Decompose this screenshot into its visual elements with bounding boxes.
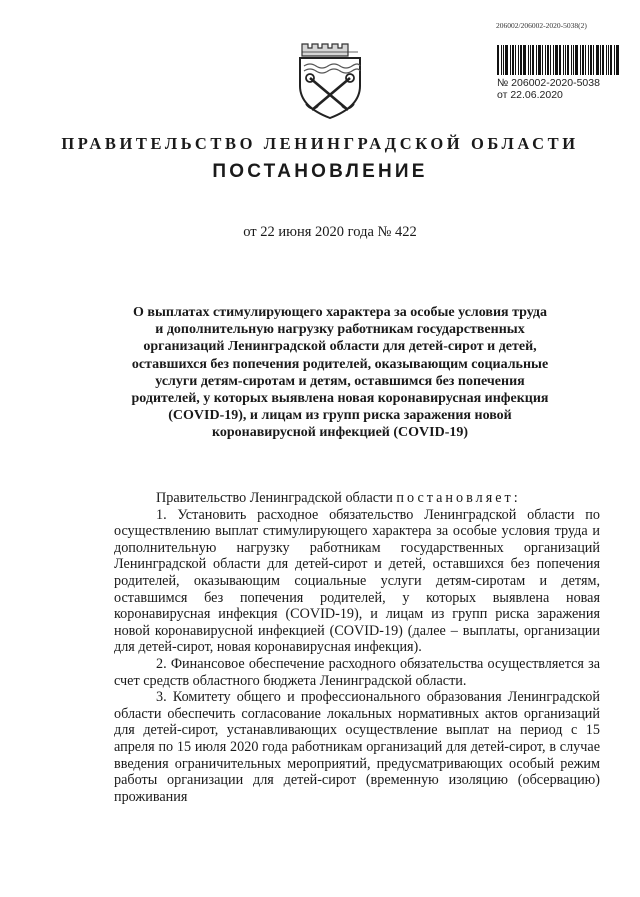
barcode-bar (590, 45, 592, 75)
barcode-bar (616, 45, 619, 75)
registration-block (497, 77, 600, 101)
barcode-bar (518, 45, 519, 75)
intro-keyword: постановляет: (396, 490, 521, 506)
barcode-bar (520, 45, 522, 75)
barcode-bar (547, 45, 549, 75)
document-id: 206002/206002-2020-5038(2) (496, 21, 587, 30)
registration-date: от 22.06.2020 (497, 89, 563, 101)
barcode-bar (614, 45, 615, 75)
barcode-bar (606, 45, 607, 75)
barcode-bar (530, 45, 531, 75)
intro-text: Правительство Ленинградской области (156, 490, 397, 506)
barcode-bar (532, 45, 534, 75)
barcode-bar (559, 45, 561, 75)
barcode-bar (593, 45, 594, 75)
barcode-bar (610, 45, 612, 75)
document-subject: О выплатах стимулирующего характера за особые условия труда и дополнительную нагрузку работникам государственных организаций Ленинградской области для детей-сирот и детей, оставшихся без попечения родителей, оказывающим социальные услуги детям-сиротам и детям, оставшимся без попечения родителей, у которых выявлена новая коронавирусная инфекция (COVID-19), и лицам из групп риска заражения новой коронавирусной инфекцией (COVID-19) (131, 305, 549, 441)
barcode-bar (505, 45, 508, 75)
barcode-bar (510, 45, 511, 75)
barcode-bar (563, 45, 564, 75)
barcode-bar (503, 45, 504, 75)
barcode-bar (545, 45, 546, 75)
barcode-bar (512, 45, 514, 75)
barcode-bar (523, 45, 526, 75)
barcode-bar (588, 45, 589, 75)
government-name: ПРАВИТЕЛЬСТВО ЛЕНИНГРАДСКОЙ ОБЛАСТИ (61, 134, 579, 153)
barcode-bar (550, 45, 551, 75)
coat-of-arms-icon (296, 40, 364, 120)
barcode-bar (528, 45, 529, 75)
barcode-bar (497, 45, 499, 75)
document-body (114, 490, 600, 805)
barcode-bar (600, 45, 601, 75)
barcode-bar (536, 45, 537, 75)
barcode-bar (575, 45, 578, 75)
barcode-bar (565, 45, 566, 75)
registration-number: № 206002-2020-5038 (497, 77, 600, 89)
barcode-bar (571, 45, 572, 75)
barcode-bar (542, 45, 543, 75)
barcode-bar (573, 45, 574, 75)
barcode-bar (602, 45, 604, 75)
barcode-bar (585, 45, 586, 75)
paragraph-2: 2. Финансовое обеспечение расходного обязательства осуществляется за счет средств областного бюджета Ленинградской области. (114, 655, 600, 689)
barcode-bar (515, 45, 516, 75)
barcode-bar (555, 45, 558, 75)
barcode-bar (596, 45, 599, 75)
paragraph-1: 1. Установить расходное обязательство Ленинградской области по осуществлению выплат стимулирующего характера за особые условия труда и дополнительную нагрузку работникам государственных организаций Ленинградской области для детей-сирот и детей, оставшихся без попечения родителей, оказывающим социальные услуги детям-сиротам и детям, оставшимся без попечения родителей, у которых выявлена новая коронавирусная инфекция (COVID-19), и лицам из групп риска заражения новой коронавирусной инфекцией (COVID-19) (далее – выплаты, организации для детей-сирот, новая коронавирусная инфекция). (114, 506, 600, 656)
barcode-bar (567, 45, 569, 75)
barcode-bar (538, 45, 541, 75)
document-date-number: от 22 июня 2020 года № 422 (243, 224, 417, 240)
barcode-bar (582, 45, 584, 75)
intro-paragraph (114, 490, 600, 507)
paragraph-3: 3. Комитету общего и профессионального образования Ленинградской области обеспечить согласование локальных нормативных актов организаций для детей-сирот, устанавливающих осуществление выплат на период с 15 апреля по 15 июля 2020 года работникам организаций для детей-сирот, в случае введения ограничительных мероприятий, предусматривающих особый режим работы организации для детей-сирот (временную изоляцию (обсервацию) проживания (114, 689, 600, 805)
document-type: ПОСТАНОВЛЕНИЕ (212, 161, 428, 182)
barcode-bar (501, 45, 502, 75)
barcode (497, 45, 621, 75)
barcode-bar (553, 45, 554, 75)
barcode-bar (580, 45, 581, 75)
barcode-bar (608, 45, 609, 75)
